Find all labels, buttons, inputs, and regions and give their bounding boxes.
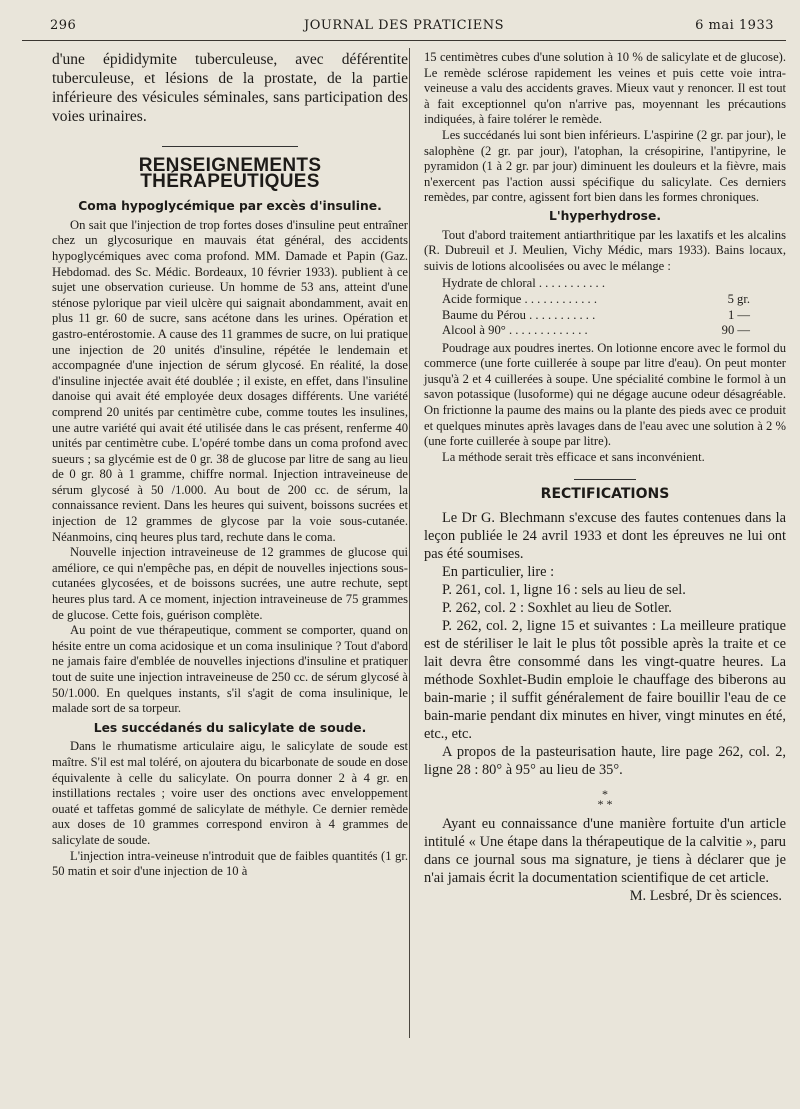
salicylate-continuation: 15 centimètres cubes d'une solution à 10 % de salicylate et de glucose). Le remède sclérose rapidement les veines et puis cette voie intra-veineuse a valu des accidents graves. Mieux vaut y renoncer. Il est tout à fait exceptionnel qu'on n'arrive pas, moyennant les précautions indiquées, à faire tolérer le remède. xyxy=(424,50,786,127)
column-divider xyxy=(409,48,410,1038)
letter-paragraph: Ayant eu connaissance d'une manière fortuite d'un article intitulé « Une étape dans la thérapeutique de la calvitie », paru dans ce journal sous ma signature, je tiens à déclarer que je n'ai jamais écrit la documentation scientifique de cet article. xyxy=(424,816,786,887)
correction-item: P. 262, col. 2, ligne 15 et suivantes : La meilleure pratique est de stériliser le lait le plus tôt possible après la traite et ce lait devra être consommé dans les vingt-quatre heures. La méthode Soxhlet-Budin emploie le chauffage des biberons au bain-marie ; il suffit généralement de faire bouillir l'eau de ce bain-marie pendant dix minutes en hiver, vingt minutes en été, etc., etc. xyxy=(424,618,786,743)
formula-row xyxy=(442,276,786,292)
issue-date: 6 mai 1933 xyxy=(695,18,774,33)
formula-amount: 5 gr. xyxy=(727,291,750,306)
formula-row xyxy=(442,323,786,339)
section-title: RENSEIGNEMENTS THÉRAPEUTIQUES xyxy=(52,132,408,189)
formula-amount xyxy=(692,276,762,292)
rectifications-paragraph-1: Le Dr G. Blechmann s'excuse des fautes contenues dans la leçon publiée le 24 avril 1933 et dont les épreuves ne lui ont pas été soumises. xyxy=(424,510,786,563)
page-header xyxy=(22,16,786,41)
correction-item: P. 262, col. 2 : Soxhlet au lieu de Sotler. xyxy=(442,600,672,617)
formula-amount: 90 — xyxy=(721,323,750,338)
separator-stars: * * * xyxy=(597,787,613,812)
coma-paragraph-2: Nouvelle injection intraveineuse de 12 grammes de glucose qui améliore, ce qui n'empêche pas, en dépit de nouvelles injections sous-cutanées glycosées, et de boissons sucrées, une autre rechute, sept heures plus tard. A ce moment, injection intraveineuse de 75 grammes de glucose. Cette fois, guérison complète. xyxy=(52,545,408,622)
salicylate-heading: Les succédanés du salicylate de soude. xyxy=(93,720,367,735)
left-column xyxy=(52,50,408,880)
salicylate-paragraph-3: Les succédanés lui sont bien inférieurs. L'aspirine (2 gr. par jour), le salophène (2 gr. par jour), l'atophan, la crésopirine, l'antipyrine, le pyramidon (1 à 2 gr. par jour) diminuent les douleurs et la fièvre, mais n'exercent pas l'action aussi spécifique du salicylate. Ces derniers remèdes, par contre, agissent fort bien dans les formes chroniques. xyxy=(424,127,786,205)
right-column xyxy=(424,50,786,905)
coma-paragraph-3: Au point de vue thérapeutique, comment se comporter, quand on hésite entre un coma acidosique et un coma insulinique ? Tout d'abord ne jamais faire d'emblée de nouvelles injections d'insuline et pratiquer tout de suite une injection intraveineuse de 250 cc. de sérum glycosé à 50/1.000. En quelques instants, s'il s'agit de coma insulinique, le malade sort de sa torpeur. xyxy=(52,623,408,716)
salicylate-paragraph-1: Dans le rhumatisme articulaire aigu, le salicylate de soude est maître. S'il est mal toléré, on ajoutera du bicarbonate de soude en dose équivalente à celle du salicylate. On pourra donner 2 à 4 gr. en instillations rectales ; voire user des onctions avec enveloppement ouaté et taffetas gommé de salicylate de méthyle. Ce dernier remède aux doses de 10 grammes correspond environ à 4 grammes de salicylate de soude. xyxy=(52,739,408,847)
coma-heading: Coma hypoglycémique par excès d'insuline. xyxy=(78,199,382,214)
hyperhydrose-paragraph-2: Poudrage aux poudres inertes. On lotionne encore avec le formol du commerce (une forte cuillerée à soupe par litre d'eau). On peut monter jusqu'à 2 et 4 cuillerées à soupe. Une spécialité combine le formol à un savon potassique (lusoforme) qui ne dégage aucune odeur désagréable. On frictionne la paume des mains ou la plante des pieds avec ce produit et quelques minutes après lavages dans de l'eau avec une solution à 2 % (une forte cuillerée à soupe par litre). xyxy=(424,340,786,449)
formula-list xyxy=(442,276,786,338)
signature: M. Lesbré, Dr ès sciences. xyxy=(629,888,782,905)
correction-item: P. 261, col. 1, ligne 16 : sels au lieu de sel. xyxy=(442,582,686,599)
hyperhydrose-paragraph-3: La méthode serait très efficace et sans inconvénient. xyxy=(442,449,705,464)
rectifications-paragraph-2: En particulier, lire : xyxy=(442,564,555,581)
hyperhydrose-paragraph-1: Tout d'abord traitement antiarthritique par les laxatifs et les alcalins (R. Dubreuil et J. Meulien, Vichy Médic, mars 1933). Bains locaux, suivis de lotions alcoolisées ou avec le mélange : xyxy=(424,227,786,273)
formula-row xyxy=(442,292,786,308)
intro-paragraph: d'une épididymite tuberculeuse, avec déférentite tuberculeuse, et lésions de la prostate, de la partie inférieure des vésicules séminales, sans participation des voies urinaires. xyxy=(52,51,408,125)
rectifications-heading: RECTIFICATIONS xyxy=(424,477,786,503)
coma-paragraph-1: On sait que l'injection de trop fortes doses d'insuline peut entraîner chez un glycosurique en mauvais état général, des accidents hypoglycémiques avec coma profond. MM. Damade et Papin (Gaz. Hebdomad. des Sc. Médic. Bordeaux, 10 février 1933). publient à ce sujet une observation curieuse. Un homme de 53 ans, atteint d'une sténose pylorique par vieil ulcère qui saignait abondamment, avait en plus 11 gr. 60 de sucre, sans acétone dans les urines. Opération et gastro-entérostomie. A cause des 11 grammes de sucre, on lui pratique une injection de 20 unités d'insuline, répétée le lendemain et accompagnée d'une injection de sérum glycosé. En réalité, la dose d'insuline injectée avait été doublée ; il existe, en effet, dans l'insuline danoise qui avait été employée deux dosages différents. Une variété comprend 20 unités par centimètre cube, comme toutes les insulines, une autre variété qui avait été utilisée dans le cas présent, renferme 40 unités par centimètre cube. L'opéré tombe dans un coma profond avec sueurs ; sa glycémie est de 0 gr. 38 de glucose par litre de sang au lieu de 0 gr. 80 à 1 gramme, chiffre normal. Injection intraveineuse de sérum glycosé à 50 /1.000. Au bout de 200 cc. de sérum, la connaissance revient. Dans les heures qui suivent, boissons sucrées et injection de 12 grammes de glycose par la voie sous-cutanée. Néanmoins, cinq heures plus tard, rechute dans le coma. xyxy=(52,217,408,544)
formula-ingredient: Baume du Pérou . . . . . . . . . . . xyxy=(442,307,596,322)
salicylate-paragraph-2: L'injection intra-veineuse n'introduit que de faibles quantités (1 gr. 50 matin et soir d'une injection de 10 à xyxy=(52,848,408,879)
formula-ingredient: Alcool à 90° . . . . . . . . . . . . . xyxy=(442,323,588,338)
rectifications-body xyxy=(424,509,786,905)
formula-ingredient: Acide formique . . . . . . . . . . . . xyxy=(442,291,597,306)
hyperhydrose-heading: L'hyperhydrose. xyxy=(549,208,661,223)
journal-title: JOURNAL DES PRATICIENS xyxy=(304,18,504,33)
page-number: 296 xyxy=(50,18,77,33)
correction-item: A propos de la pasteurisation haute, lire page 262, col. 2, ligne 28 : 80° à 95° au lieu de 35°. xyxy=(424,744,786,779)
formula-row xyxy=(442,308,786,324)
formula-amount: 1 — xyxy=(727,307,750,322)
formula-ingredient: Hydrate de chloral . . . . . . . . . . . xyxy=(442,276,605,291)
